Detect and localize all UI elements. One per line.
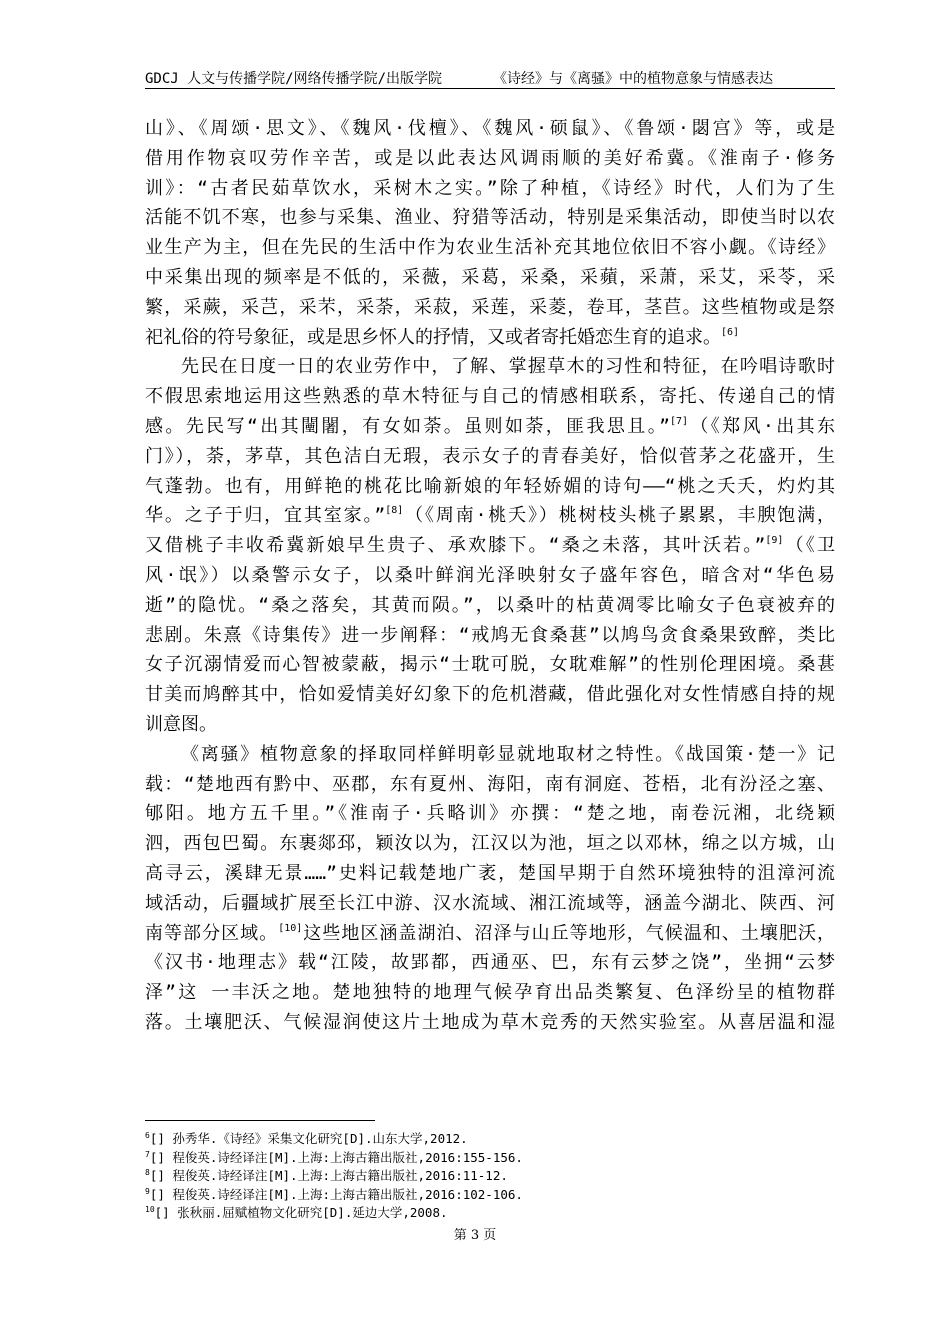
body-line [145, 829, 835, 859]
body-line [145, 740, 835, 770]
body-line-text: 感。先民写“出其闉闍，有女如荼。虽则如荼，匪我思且。” [145, 415, 670, 437]
body-line-text: 逝”的隐忧。“桑之落矣，其黄而陨。”，以桑叶的枯黄凋零比喻女子色衰被弃的 [145, 594, 835, 616]
body-line [145, 144, 835, 174]
body-line [145, 382, 835, 412]
body-line [145, 501, 835, 531]
body-line-text: 郇阳。地方五千里。”《淮南子·兵略训》亦撰：“楚之地，南卷沅湘，北绕颖 [145, 803, 835, 825]
body-line [145, 293, 835, 323]
body-line-text: 繁，采蕨，采芑，采芣，采荼，采菽，采莲，采菱，卷耳，茎苣。这些植物或是祭 [145, 296, 835, 318]
footnote-text: [] 张秋丽.屈赋植物文化研究[D].延边大学,2008. [154, 1205, 448, 1220]
body-line [145, 531, 835, 561]
footnote-separator [145, 1120, 375, 1121]
body-line-text: 泽”这 一丰沃之地。楚地独特的地理气候孕育出品类繁复、色泽纷呈的植物群 [145, 982, 835, 1004]
body-text [145, 114, 835, 1038]
body-line [145, 889, 835, 919]
body-line [145, 561, 835, 591]
body-line-text: 女子沉溺情爱而心智被蒙蔽，揭示“士耽可脱，女耽难解”的性别伦理困境。桑葚 [145, 654, 835, 676]
body-line [145, 948, 835, 978]
footnote-text: [] 孙秀华.《诗经》采集文化研究[D].山东大学,2012. [149, 1131, 468, 1146]
body-line-text: 山》、《周颂·思文》、《魏风·伐檀》、《魏风·硕鼠》、《鲁颂·閟宫》等，或是 [145, 118, 835, 139]
body-line-text: 祀礼俗的符号象征，或是思乡怀人的抒情，又或者寄托婚恋生育的追求。 [145, 326, 721, 348]
body-line [145, 978, 835, 1008]
footnote-item [145, 1204, 835, 1223]
body-line-text: 域活动，后疆域扩展至长江中游、汉水流域、湘江流域等，涵盖今湖北、陕西、河 [145, 892, 835, 914]
body-line-text: 南等部分区域。 [145, 922, 279, 944]
body-line-text-after: （《卫 [783, 535, 836, 557]
citation-marker[interactable]: [6] [721, 326, 740, 338]
footnote-text: [] 程俊英.诗经译注[M].上海:上海古籍出版社,2016:102-106. [149, 1186, 523, 1202]
body-line-text: 业生产为主，但在先民的生活中作为农业生活补充其地位依旧不容小觑。《诗经》 [145, 237, 835, 259]
header-paper-title: 《诗经》与《离骚》中的植物意象与情感表达 [493, 71, 773, 87]
body-line-text: 又借桃子丰收希冀新娘早生贵子、承欢膝下。“桑之未落，其叶沃若。” [145, 535, 766, 557]
body-line-text-after: （《周南·桃夭》）桃树枝头桃子累累，丰腴饱满， [403, 505, 835, 527]
body-line-text: 气蓬勃。也有，用鲜艳的桃花比喻新娘的年轻娇媚的诗句——“桃之夭夭，灼灼其 [145, 475, 835, 497]
footnote-item [145, 1186, 835, 1205]
body-line-text: 训意图。 [145, 713, 217, 735]
body-line-text: 训》：“古者民茹草饮水，采树木之实。”除了种植，《诗经》时代，人们为了生 [145, 177, 835, 199]
body-line-text: 先民在日度一日的农业劳作中，了解、掌握草木的习性和特征，在吟唱诗歌时 [181, 356, 835, 378]
body-line [145, 621, 835, 651]
citation-marker[interactable]: [9] [765, 535, 784, 547]
body-line [145, 323, 835, 353]
body-line [145, 233, 835, 263]
body-line-text-after: 这些地区涵盖湖泊、沼泽与山丘等地形，气候温和、土壤肥沃， [302, 922, 836, 944]
body-line-text: 华。之子于归，宜其室家。” [145, 505, 386, 527]
body-line-text: 活能不饥不寒，也参与采集、渔业、狩猎等活动，特别是采集活动，即使当时以农 [145, 207, 835, 229]
footnote-number: 8 [145, 1168, 150, 1177]
body-line [145, 203, 835, 233]
header-institution: GDCJ 人文与传播学院/网络传播学院/出版学院 [145, 71, 442, 87]
footnote-text: [] 程俊英.诗经译注[M].上海:上海古籍出版社,2016:155-156. [149, 1149, 523, 1165]
body-line-text: 不假思索地运用这些熟悉的草木特征与自己的情感相联系，寄托、传递自己的情 [145, 386, 835, 408]
citation-marker[interactable]: [8] [385, 505, 404, 517]
body-line [145, 442, 835, 472]
body-line [145, 799, 835, 829]
body-line [145, 591, 835, 621]
body-line [145, 859, 835, 889]
body-line-text: 甘美而鸠醉其中，恰如爱情美好幻象下的危机潜藏，借此强化对女性情感自持的规 [145, 684, 835, 706]
footnote-number: 10 [145, 1205, 155, 1214]
footnote-item [145, 1149, 835, 1168]
body-line [145, 919, 835, 949]
body-line [145, 412, 835, 442]
running-header [145, 62, 835, 89]
footnote-text: [] 程俊英.诗经译注[M].上海:上海古籍出版社,2016:11-12. [149, 1168, 508, 1183]
body-line [145, 263, 835, 293]
footnotes [145, 1130, 835, 1223]
body-line [145, 1008, 835, 1038]
footnote-item [145, 1167, 835, 1186]
body-line [145, 472, 835, 502]
footnote-item [145, 1130, 835, 1149]
footnote-number: 6 [145, 1131, 150, 1140]
body-line-text: 载：“楚地西有黔中、巫郡，东有夏州、海阳，南有洞庭、苍梧，北有汾泾之塞、 [145, 773, 835, 795]
body-line [145, 174, 835, 204]
body-line-text: 泗，西包巴蜀。东裹郯邳，颖汝以为，江汉以为池，垣之以邓林，绵之以方城，山 [145, 833, 835, 855]
body-line [145, 680, 835, 710]
body-line-text: 《离骚》植物意象的择取同样鲜明彰显就地取材之特性。《战国策·楚一》记 [181, 743, 835, 765]
body-line-text: 落。土壤肥沃、气候湿润使这片土地成为草木竞秀的天然实验室。从喜居温和湿 [145, 1011, 835, 1033]
body-line [145, 650, 835, 680]
body-line [145, 770, 835, 800]
body-line [145, 114, 835, 144]
citation-marker[interactable]: [7] [669, 415, 688, 427]
body-line-text: 《汉书·地理志》载“江陵，故郢都，西通巫、巴，东有云梦之饶”，坐拥“云梦 [145, 952, 835, 974]
page-number: 第 3 页 [453, 1228, 497, 1243]
body-line-text: 高寻云，溪肆无景……”史料记载楚地广袤，楚国早期于自然环境独特的沮漳河流 [145, 862, 835, 884]
body-line-text: 悲剧。朱熹《诗集传》进一步阐释：“戒鸠无食桑葚”以鸠鸟贪食桑果致醉，类比 [145, 624, 835, 646]
body-line-text: 中采集出现的频率是不低的，采薇，采葛，采桑，采蘋，采萧，采艾，采苓，采 [145, 266, 835, 288]
footnote-number: 9 [145, 1186, 150, 1196]
body-line [145, 352, 835, 382]
body-line [145, 710, 835, 740]
body-line-text: 风·氓》）以桑警示女子，以桑叶鲜润光泽映射女子盛年容色，暗含对“华色易 [145, 564, 835, 586]
citation-marker[interactable]: [10] [278, 922, 303, 934]
body-line-text: 借用作物哀叹劳作辛苦，或是以此表达风调雨顺的美好希冀。《淮南子·修务 [145, 147, 835, 169]
body-line-text-after: （《郑风·出其东 [688, 415, 835, 437]
footnote-number: 7 [145, 1149, 150, 1159]
body-line-text: 门》），荼，茅草，其色洁白无瑕，表示女子的青春美好，恰似菅茅之花盛开，生 [145, 445, 835, 467]
